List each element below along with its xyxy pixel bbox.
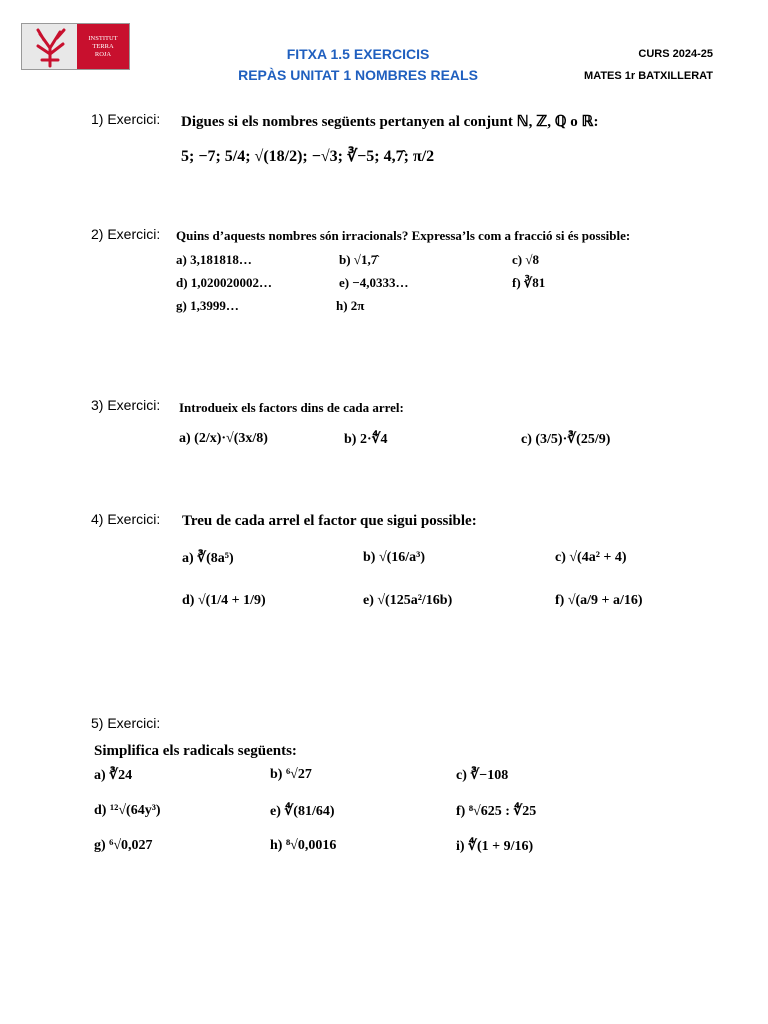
exercise-2-item: a) 3,181818…	[176, 252, 252, 267]
exercise-3-label: 3) Exercici:	[91, 397, 161, 413]
exercise-5-item: e) ∜(81/64)	[270, 804, 335, 819]
logo-line: ROJA	[94, 50, 112, 58]
exercise-4-label: 4) Exercici:	[91, 511, 161, 527]
logo-text	[77, 24, 129, 69]
exercise-3-item: c) (3/5)·∛(25/9)	[521, 432, 611, 447]
page-subtitle: REPÀS UNITAT 1 NOMBRES REALS	[238, 67, 478, 83]
exercise-4-item: a) ∛(8a⁵)	[182, 551, 234, 566]
exercise-2-item: b) √1,7̂	[339, 252, 378, 267]
exercise-3-item: a) (2/x)·√(3x/8)	[179, 431, 268, 446]
exercise-4-item: e) √(125a²/16b)	[363, 593, 453, 608]
exercise-3-instruction: Introdueix els factors dins de cada arrel:	[179, 400, 404, 415]
exercise-2-item: c) √8	[512, 252, 539, 267]
exercise-1-content: 5; −7; 5/4; √(18/2); −√3; ∛−5; 4,7̂; π/2	[181, 148, 435, 165]
exercise-4-instruction: Treu de cada arrel el factor que sigui possible:	[182, 513, 477, 529]
course-label: CURS 2024-25	[638, 48, 713, 60]
exercise-5-item: d) ¹²√(64y³)	[94, 803, 161, 818]
exercise-5-item: i) ∜(1 + 9/16)	[456, 839, 534, 854]
exercise-2-label: 2) Exercici:	[91, 226, 161, 242]
exercise-2-item: h) 2π	[336, 298, 365, 313]
exercise-4-item: f) √(a/9 + a/16)	[555, 593, 643, 608]
exercise-4-item: b) √(16/a³)	[363, 550, 426, 565]
exercise-5-item: c) ∛−108	[456, 768, 509, 783]
exercise-2-instruction: Quins d’aquests nombres són irracionals? Expressa’ls com a fracció si és possible:	[176, 228, 631, 243]
tree-icon	[22, 24, 77, 69]
exercise-5-item: f) ⁸√625 : ∜25	[456, 804, 537, 819]
exercise-5-item: b) ⁶√27	[270, 767, 312, 782]
school-logo	[21, 23, 130, 70]
page-title: FITXA 1.5 EXERCICIS	[286, 46, 430, 62]
logo-line: TERRA	[92, 42, 114, 50]
exercise-5-instruction: Simplifica els radicals següents:	[94, 743, 297, 759]
exercise-4-item: d) √(1/4 + 1/9)	[182, 593, 266, 608]
exercise-2-item: e) −4,0333…	[339, 275, 409, 290]
exercise-3-item: b) 2·∜4	[344, 432, 388, 447]
exercise-2-item: d) 1,020020002…	[176, 275, 273, 290]
exercise-5-item: g) ⁶√0,027	[94, 838, 153, 853]
exercise-5-item: h) ⁸√0,0016	[270, 838, 337, 853]
exercise-2-item: g) 1,3999…	[176, 298, 239, 313]
exercise-1-instruction: Digues si els nombres següents pertanyen al conjunt ℕ, ℤ, ℚ o ℝ:	[181, 114, 599, 130]
logo-line: INSTITUT	[88, 34, 118, 42]
exercise-4-item: c) √(4a² + 4)	[555, 550, 627, 565]
exercise-2-item: f) ∛81	[512, 275, 546, 290]
exercise-5-item: a) ∛24	[94, 768, 133, 783]
exercise-1-label: 1) Exercici:	[91, 111, 161, 127]
subject-label: MATES 1r BATXILLERAT	[584, 70, 713, 82]
exercise-5-label: 5) Exercici:	[91, 715, 161, 731]
